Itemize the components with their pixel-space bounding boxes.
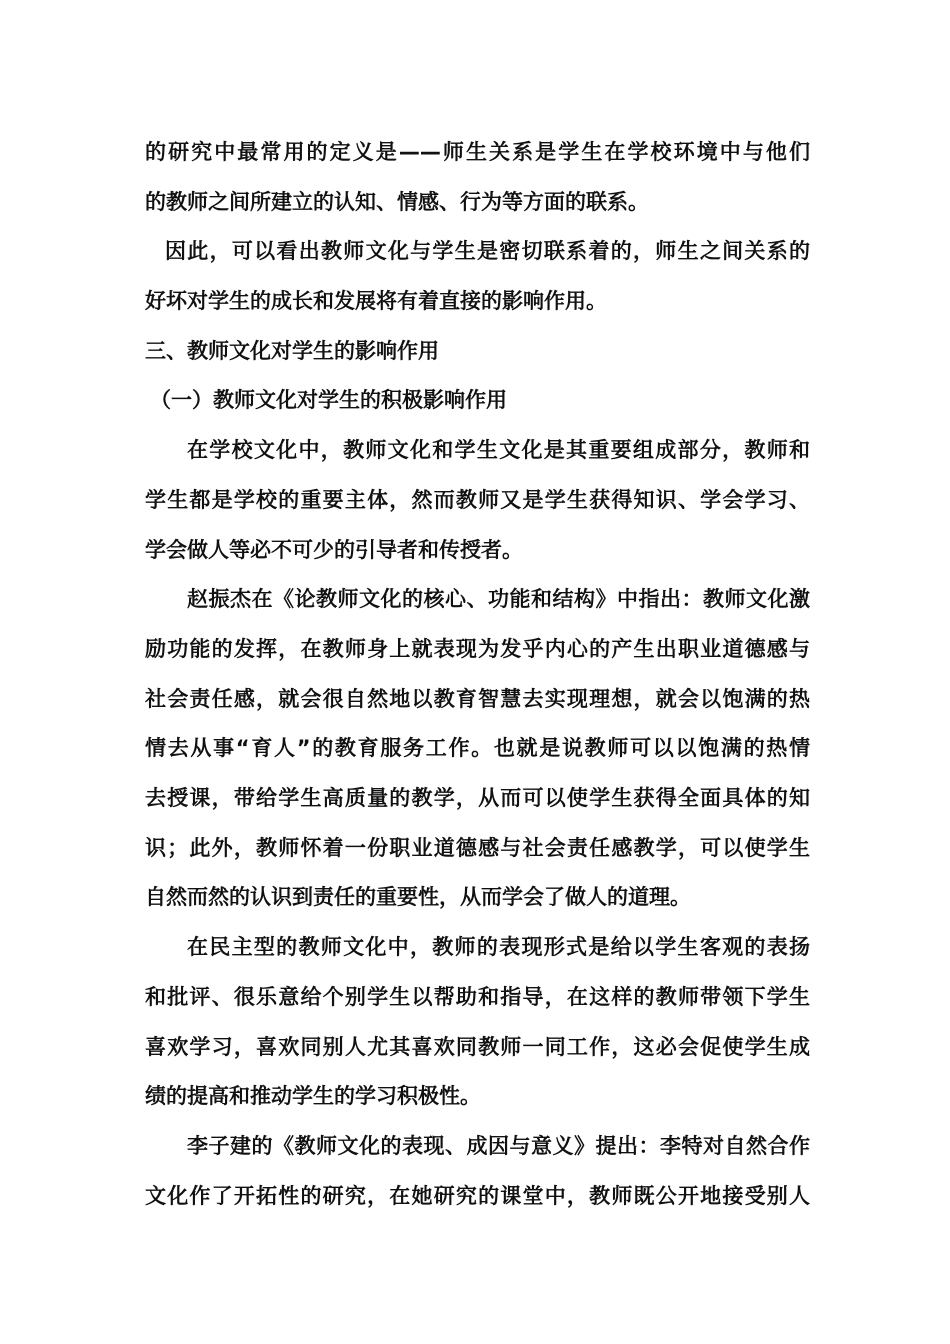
text-line: 励功能的发挥，在教师身上就表现为发乎内心的产生出职业道德感与	[145, 637, 810, 661]
text-line: 好坏对学生的成长和发展将有着直接的影响作用。	[145, 289, 607, 313]
text-line: 情去从事“育人”的教育服务工作。也就是说教师可以以饱满的热情	[145, 736, 810, 760]
section-heading: 三、教师文化对学生的影响作用	[145, 339, 439, 363]
text-line: 绩的提高和推动学生的学习积极性。	[145, 1084, 481, 1108]
text-line: 和批评、很乐意给个别学生以帮助和指导，在这样的教师带领下学生	[145, 985, 810, 1009]
text-line: 社会责任感，就会很自然地以教育智慧去实现理想，就会以饱满的热	[145, 687, 810, 711]
text-line: 学生都是学校的重要主体，然而教师又是学生获得知识、学会学习、	[145, 488, 810, 512]
text-line: 在民主型的教师文化中，教师的表现形式是给以学生客观的表扬	[187, 935, 810, 959]
text-line: 在学校文化中，教师文化和学生文化是其重要组成部分，教师和	[187, 438, 810, 462]
subsection-heading: （一）教师文化对学生的积极影响作用	[150, 388, 507, 412]
text-line: 识；此外，教师怀着一份职业道德感与社会责任感教学，可以使学生	[145, 836, 810, 860]
text-line: 学会做人等必不可少的引导者和传授者。	[145, 538, 523, 562]
text-line: 喜欢学习，喜欢同别人尤其喜欢同教师一同工作，这必会促使学生成	[145, 1035, 810, 1059]
text-line: 赵振杰在《论教师文化的核心、功能和结构》中指出：教师文化激	[187, 587, 810, 611]
text-line: 去授课，带给学生高质量的教学，从而可以使学生获得全面具体的知	[145, 786, 810, 810]
text-line: 自然而然的认识到责任的重要性，从而学会了做人的道理。	[145, 885, 691, 909]
text-line: 李子建的《教师文化的表现、成因与意义》提出：李特对自然合作	[187, 1134, 810, 1158]
text-line: 的教师之间所建立的认知、情感、行为等方面的联系。	[145, 190, 649, 214]
text-line: 因此，可以看出教师文化与学生是密切联系着的，师生之间关系的	[165, 239, 810, 263]
text-line: 的研究中最常用的定义是——师生关系是学生在学校环境中与他们	[145, 140, 810, 164]
text-line: 文化作了开拓性的研究，在她研究的课堂中，教师既公开地接受别人	[145, 1184, 810, 1208]
